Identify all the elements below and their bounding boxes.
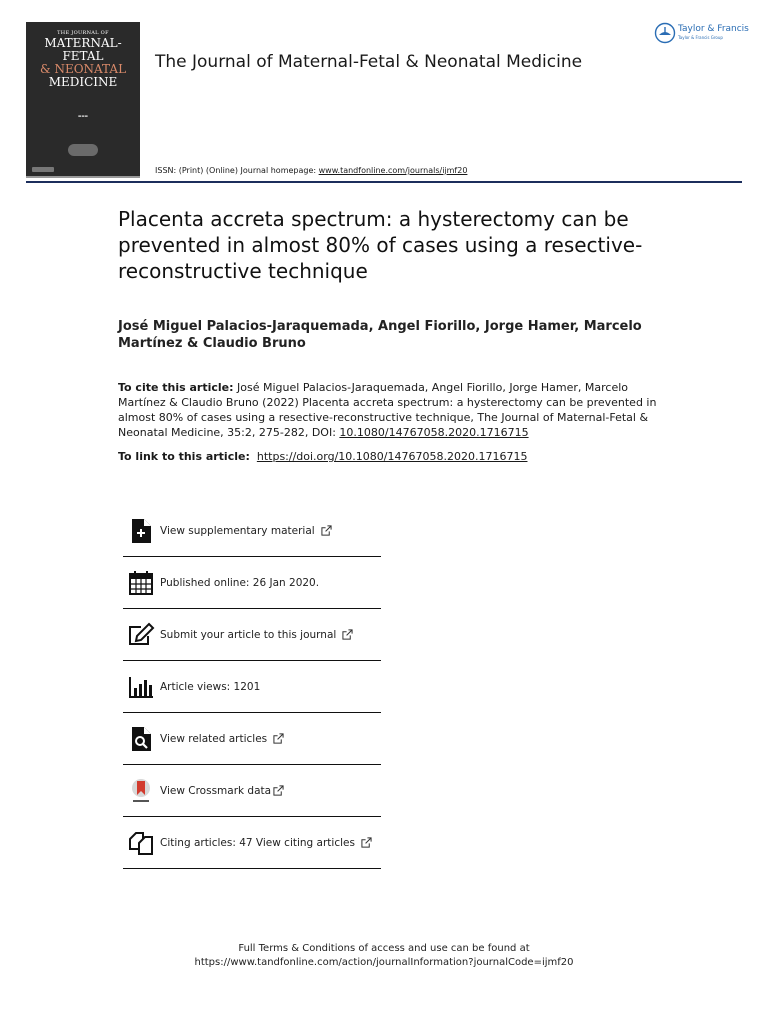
terms-footer [0, 942, 768, 970]
calendar-icon [127, 569, 155, 597]
article-authors: José Miguel Palacios-Jaraquemada, Angel Fiorillo, Jorge Hamer, Marcelo Martínez & Claudio Bruno [118, 319, 642, 351]
article-url-link[interactable]: https://doi.org/10.1080/14767058.2020.1716715 [256, 450, 528, 463]
header-rule [26, 181, 742, 183]
cite-label: To cite this article: [118, 381, 234, 394]
edit-icon [127, 621, 155, 649]
journal-cover [26, 22, 140, 176]
list-item-label: Citing articles: 47 View citing articles [160, 836, 355, 849]
list-item-label: View supplementary material [160, 524, 315, 537]
publisher-group: Taylor & Francis Group [678, 35, 723, 40]
search-document-icon [127, 725, 155, 753]
issn-text: ISSN: (Print) (Online) Journal homepage: [155, 166, 319, 175]
list-item-supplementary[interactable] [123, 505, 381, 557]
cover-decoration: ▬▬▬ [78, 114, 88, 118]
terms-url[interactable]: https://www.tandfonline.com/action/journalInformation?journalCode=ijmf20 [194, 957, 574, 968]
file-plus-icon [127, 517, 155, 545]
external-link-icon [273, 733, 284, 744]
doi-link[interactable]: 10.1080/14767058.2020.1716715 [339, 426, 529, 439]
terms-line1: Full Terms & Conditions of access and use can be found at [238, 943, 530, 954]
list-item-views [123, 661, 381, 713]
crossmark-icon [127, 777, 155, 805]
citing-icon [127, 829, 155, 857]
cover-title-line1: MATERNAL-FETAL [44, 36, 122, 63]
publisher-logo[interactable] [654, 22, 749, 48]
list-item-citing[interactable] [123, 817, 381, 869]
list-item-label: Published online: 26 Jan 2020. [160, 576, 320, 589]
external-link-icon [361, 837, 372, 848]
external-link-icon [273, 785, 284, 796]
list-item-related[interactable] [123, 713, 381, 765]
bar-chart-icon [127, 673, 155, 701]
list-item-submit[interactable] [123, 609, 381, 661]
cover-title-line2: & NEONATAL [39, 62, 127, 76]
cover-publisher-mark [32, 167, 54, 172]
cover-title-line3: MEDICINE [48, 75, 118, 89]
publisher-name: Taylor & Francis [678, 24, 749, 34]
journal-homepage-link[interactable]: www.tandfonline.com/journals/ijmf20 [318, 166, 468, 175]
taylor-francis-icon [654, 22, 676, 44]
list-item-crossmark[interactable] [123, 765, 381, 817]
citation-block [118, 380, 658, 440]
cite-text: José Miguel Palacios-Jaraquemada, Angel Fiorillo, Jorge Hamer, Marcelo Martínez & Claudio Bruno (2022) Placenta accreta spectrum: a hysterectomy can be prevented in almost 80% of cases using a resective-reconstructive technique, The Journal of Maternal-Fetal & Neonatal Medicine, 35:2, 275-282, DOI: [118, 381, 657, 439]
article-link-block [118, 449, 658, 464]
journal-title: The Journal of Maternal-Fetal & Neonatal Medicine [155, 52, 583, 72]
cover-top-text: THE JOURNAL OF [57, 30, 109, 36]
list-item-label: View related articles [160, 732, 268, 745]
list-item-label: Article views: 1201 [160, 680, 261, 693]
list-item-label: View Crossmark data [160, 784, 272, 797]
link-label: To link to this article: [118, 450, 250, 463]
list-item-label: Submit your article to this journal [160, 628, 337, 641]
article-info-list [123, 505, 381, 869]
cover-footer-bar [26, 176, 140, 178]
issn-line [155, 166, 467, 175]
external-link-icon [321, 525, 332, 536]
list-item-published [123, 557, 381, 609]
cover-badge [68, 144, 98, 156]
article-title: Placenta accreta spectrum: a hysterectomy can be prevented in almost 80% of cases using a resective-reconstructive technique [118, 207, 643, 283]
external-link-icon [342, 629, 353, 640]
